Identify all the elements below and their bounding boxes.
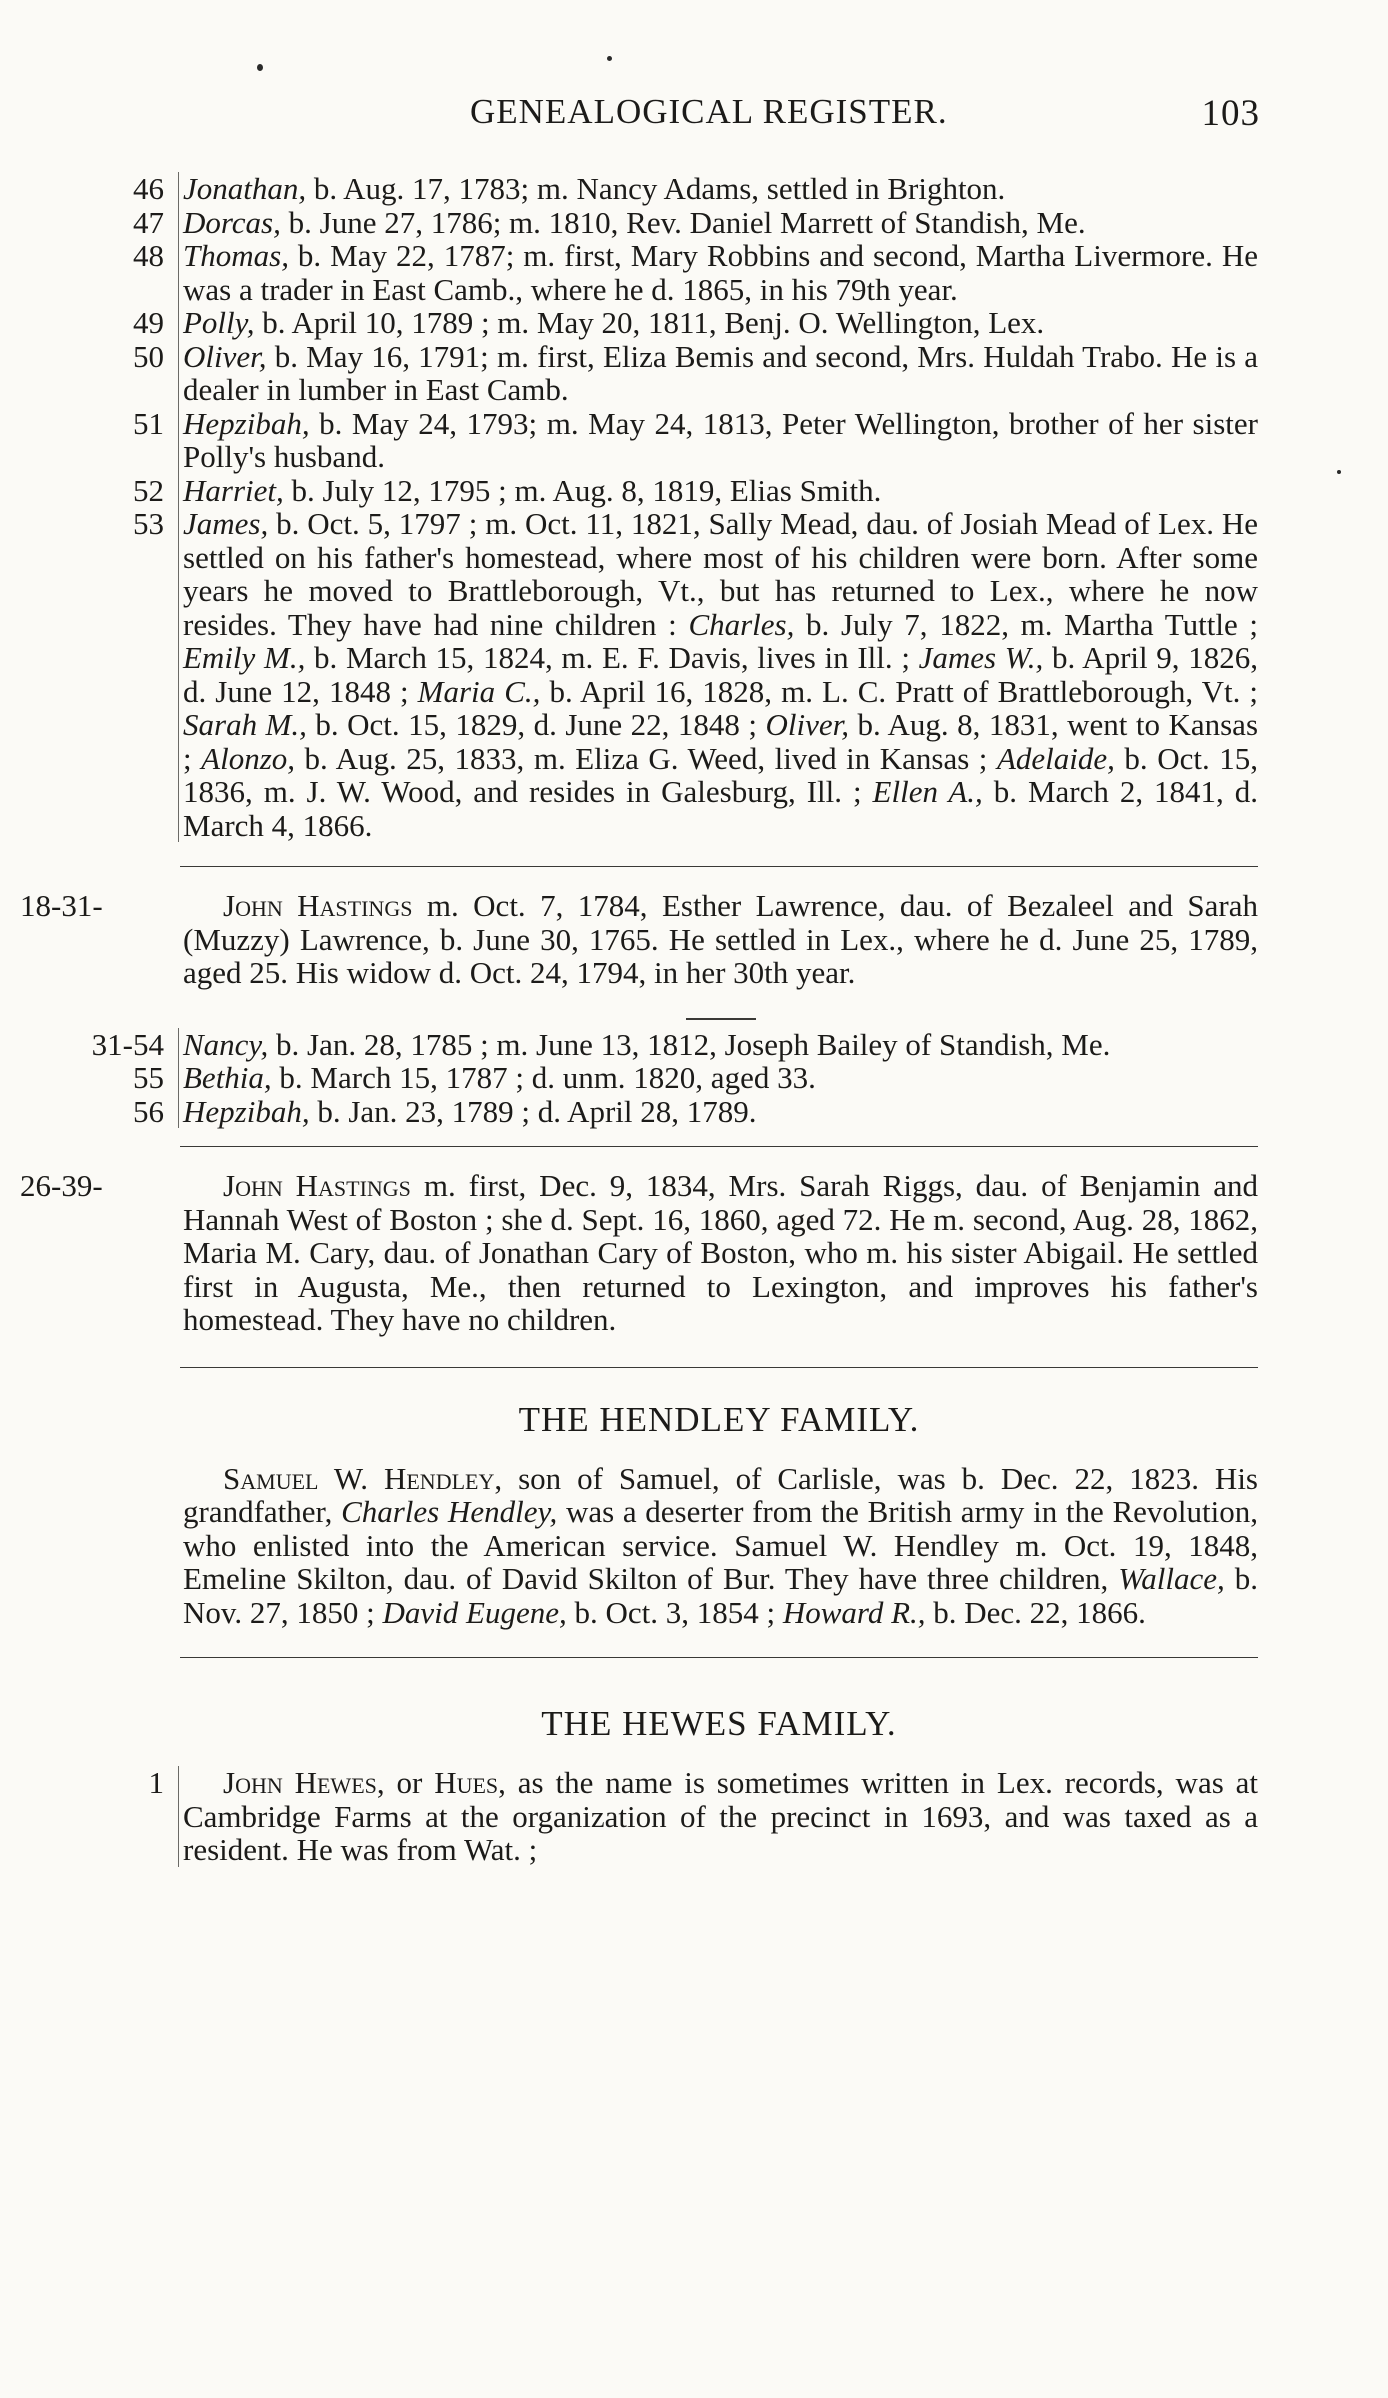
italic-name: Ellen A., (872, 774, 983, 809)
text-run: b. Oct. 5, 1797 ; m. Oct. 11, 1821, Sally Mead, dau. of Josiah Mead of Lex. He settled on his father's homestead, where most of his children were born. After some years he moved to Brattleborough, Vt., but has returned to Lex., where he now resides. They have had nine children : (183, 506, 1258, 642)
entry-text (180, 1095, 1258, 1129)
entry-text (180, 172, 1258, 206)
text-run: m. first, Dec. 9, 1834, Mrs. Sarah Riggs, dau. of Benjamin and Hannah West of Boston ; she d. Sept. 16, 1860, aged 72. He m. second, Aug. 28, 1862, Maria M. Cary, dau. of Jonathan Cary of Boston, who m. his sister Abigail. He settled first in Augusta, Me., then returned to Lexington, and improves his father's homestead. They have no children. (183, 1168, 1258, 1337)
register-entry (0, 889, 1388, 990)
entry-text (180, 1028, 1258, 1062)
entry-number: 31-54 (91, 1026, 164, 1062)
italic-name: Polly, (183, 305, 255, 340)
text-run: b. Aug. 25, 1833, m. Eliza G. Weed, lived in Kansas ; (295, 740, 997, 776)
entry-number: 47 (133, 204, 164, 240)
text-run: , as the name is sometimes written in Lex. records, was at Cambridge Farms at the organization of the precinct in 1693, and was taxed as a resident. He was from Wat. ; (183, 1765, 1259, 1867)
register-entry (0, 1462, 1388, 1630)
entry-text (180, 340, 1258, 407)
entry-text (180, 239, 1258, 306)
ink-speck (257, 64, 263, 71)
running-title: GENEALOGICAL REGISTER. (470, 92, 948, 131)
italic-name: Hepzibah, (183, 1093, 310, 1129)
text-run: b. Jan. 23, 1789 ; d. April 28, 1789. (309, 1093, 757, 1129)
entry-text (180, 306, 1258, 340)
small-caps-name: John Hastings (223, 1168, 411, 1203)
entry-number: 52 (133, 472, 164, 508)
text-run: b. May 16, 1791; m. first, Eliza Bemis and second, Mrs. Huldah Trabo. He is a dealer in lumber in East Camb. (183, 338, 1258, 407)
john-hastings-1784-block (0, 889, 1388, 990)
small-caps-name: John Hewes (223, 1765, 377, 1800)
text-run: b. March 2, 1841, d. March 4, 1866. (183, 774, 1259, 843)
margin-rule (178, 172, 179, 842)
italic-name: Harriet, (183, 472, 284, 508)
register-entry (0, 306, 1388, 340)
italic-name: Sarah M., (183, 707, 307, 742)
text-run: m. Oct. 7, 1784, Esther Lawrence, dau. of Bezaleel and Sarah (Muzzy) Lawrence, b. June 30, 1765. He settled in Lex., where he d. June 25, 1789, aged 25. His widow d. Oct. 24, 1794, in her 30th year. (183, 888, 1259, 990)
text-run: b. March 15, 1787 ; d. unm. 1820, aged 33. (271, 1060, 816, 1095)
text-run: b. May 22, 1787; m. first, Mary Robbins and second, Martha Livermore. He was a trader in East Camb., where he d. 1865, in his 79th year. (183, 238, 1258, 307)
hewes-family-title: THE HEWES FAMILY. (541, 1704, 897, 1743)
register-entry (0, 1169, 1388, 1337)
text-run: b. April 16, 1828, m. L. C. Pratt of Brattleborough, Vt. ; (540, 673, 1259, 709)
italic-name: Maria C., (417, 673, 541, 709)
hendley-family-title: THE HENDLEY FAMILY. (518, 1399, 920, 1439)
italic-name: Bethia, (183, 1060, 272, 1095)
entry-number: 49 (133, 305, 164, 340)
register-entry (0, 474, 1388, 508)
entry-number: 46 (133, 171, 164, 206)
italic-name: James W., (918, 640, 1044, 675)
generation-ref: 18-31- (20, 888, 103, 923)
text-run: b. July 7, 1822, m. Martha Tuttle ; (794, 606, 1258, 642)
text-run: b. March 15, 1824, m. E. F. Davis, lives in Ill. ; (305, 640, 919, 675)
john-hastings-1834-block (0, 1169, 1388, 1337)
entry-text (180, 1766, 1258, 1867)
children-list-block-2 (0, 1028, 1388, 1129)
entry-text (180, 1462, 1258, 1630)
text-run: , or (376, 1765, 435, 1800)
entry-text (180, 407, 1258, 474)
text-run: b. Aug. 17, 1783; m. Nancy Adams, settled in Brighton. (306, 171, 1006, 206)
text-run: b. July 12, 1795 ; m. Aug. 8, 1819, Elias Smith. (283, 472, 882, 508)
register-entry (0, 172, 1388, 206)
text-run: b. Oct. 15, 1836, m. J. W. Wood, and resides in Galesburg, Ill. ; (183, 740, 1258, 809)
register-entry (0, 239, 1388, 306)
page-number: 103 (1201, 93, 1260, 134)
text-run: was a deserter from the British army in the Revolution, who enlisted into the American service. Samuel W. Hendley m. Oct. 19, 1848, Emeline Skilton, dau. of David Skilton of Bur. They have three children, (183, 1494, 1258, 1596)
small-caps-name: Samuel W. Hendley (223, 1460, 495, 1496)
margin-rule (178, 1028, 179, 1129)
italic-name: Emily M., (183, 640, 306, 675)
register-entry (0, 1766, 1388, 1867)
italic-name: David Eugene, (382, 1594, 567, 1630)
italic-name: Adelaide, (996, 740, 1115, 776)
children-list-block-1 (0, 172, 1388, 842)
entry-number: 1 (148, 1765, 164, 1800)
entry-text (180, 1061, 1258, 1095)
text-run: , son of Samuel, of Carlisle, was b. Dec. 22, 1823. His grandfather, (183, 1460, 1258, 1529)
register-entry (0, 1061, 1388, 1095)
page-body (0, 172, 1388, 1867)
register-entry (0, 1095, 1388, 1129)
small-caps-name: John Hastings (223, 888, 413, 923)
entry-number: 55 (133, 1060, 164, 1095)
hendley-family-block (0, 1462, 1388, 1630)
italic-name: Howard R., (782, 1594, 926, 1630)
italic-name: Charles, (688, 606, 795, 642)
italic-name: Dorcas, (183, 204, 281, 240)
register-entry (0, 407, 1388, 474)
italic-name: Jonathan, (183, 171, 307, 206)
generation-ref: 26-39- (20, 1168, 103, 1203)
entry-number: 53 (133, 506, 164, 541)
text-run: b. Jan. 28, 1785 ; m. June 13, 1812, Joseph Bailey of Standish, Me. (268, 1026, 1111, 1062)
text-run: b. Dec. 22, 1866. (925, 1594, 1146, 1630)
register-entry (0, 507, 1388, 842)
entry-text (180, 889, 1258, 990)
small-caps-name: Hues (434, 1765, 499, 1800)
italic-name: Oliver, (183, 338, 267, 374)
italic-name: Oliver, (765, 707, 849, 742)
entry-text (180, 474, 1258, 508)
text-run: b. Oct. 15, 1829, d. June 22, 1848 ; (306, 707, 766, 742)
register-entry (0, 206, 1388, 240)
text-run: b. Nov. 27, 1850 ; (183, 1561, 1258, 1630)
italic-name: Charles Hendley, (341, 1494, 558, 1529)
italic-name: James, (183, 506, 269, 541)
italic-name: Alonzo, (201, 740, 296, 776)
italic-name: Hepzibah, (183, 405, 310, 441)
entry-number: 56 (133, 1093, 164, 1129)
italic-name: Wallace, (1118, 1561, 1225, 1596)
entry-text (180, 1169, 1258, 1337)
ink-speck (607, 56, 612, 61)
register-entry (0, 340, 1388, 407)
hewes-family-block (0, 1766, 1388, 1867)
text-run: b. June 27, 1786; m. 1810, Rev. Daniel Marrett of Standish, Me. (280, 204, 1086, 240)
text-run: b. Oct. 3, 1854 ; (566, 1594, 783, 1630)
register-entry (0, 1028, 1388, 1062)
entry-number: 48 (133, 238, 164, 273)
margin-rule (178, 1766, 179, 1867)
text-run: b. Aug. 8, 1831, went to Kansas ; (183, 707, 1259, 776)
entry-number: 50 (133, 338, 164, 374)
entry-text (180, 507, 1258, 842)
entry-text (180, 206, 1258, 240)
text-run: b. May 24, 1793; m. May 24, 1813, Peter Wellington, brother of her sister Polly's husband. (183, 405, 1258, 474)
italic-name: Thomas, (183, 238, 289, 273)
italic-name: Nancy, (183, 1026, 269, 1062)
text-run: b. April 10, 1789 ; m. May 20, 1811, Benj. O. Wellington, Lex. (254, 305, 1045, 340)
text-run: b. April 9, 1826, d. June 12, 1848 ; (183, 640, 1258, 709)
entry-number: 51 (133, 405, 164, 441)
